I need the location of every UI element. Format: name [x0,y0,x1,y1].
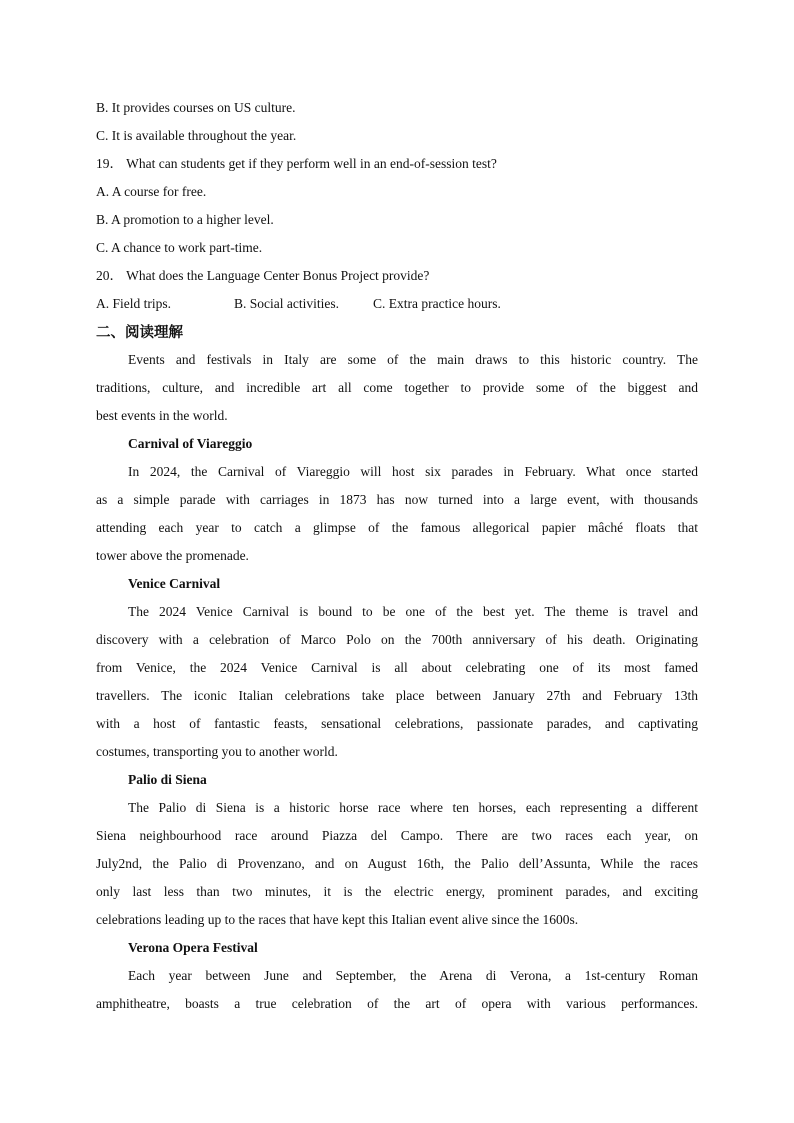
q18-option-b: B. It provides courses on US culture. [96,100,296,115]
q19-option-c: C. A chance to work part-time. [96,240,263,255]
passage-intro [96,346,698,430]
section-title-reading: 二、阅读理解 [96,325,183,341]
q19-option-a: A. A course for free. [96,184,207,199]
passage-line: Events and festivals in Italy are some of the main draws to this historic country. The [128,352,698,367]
q20-options [96,290,698,318]
passage-line: celebrations leading up to the races that have kept this Italian event alive since the 1600s. [96,912,579,927]
passage-line: The 2024 Venice Carnival is bound to be one of the best yet. The theme is travel and [128,604,698,619]
passage-line: only last less than two minutes, it is the electric energy, prominent parades, and exciting [96,884,698,899]
heading-siena: Palio di Siena [128,772,207,787]
paragraph-venice [96,598,698,766]
q18-option-c: C. It is available throughout the year. [96,128,297,143]
passage-line: Siena neighbourhood race around Piazza del Campo. There are two races each year, on [96,828,698,843]
q20-stem: 20． What does the Language Center Bonus Project provide? [96,268,430,283]
q20-option-b: B. Social activities. [234,296,339,311]
q19-stem: 19． What can students get if they perform well in an end-of-session test? [96,156,497,171]
passage-line: July2nd, the Palio di Provenzano, and on August 16th, the Palio dell’Assunta, While the races [96,856,698,871]
q20-option-c: C. Extra practice hours. [373,296,501,311]
heading-viareggio: Carnival of Viareggio [128,436,253,451]
q19-option-b: B. A promotion to a higher level. [96,212,274,227]
passage-line: as a simple parade with carriages in 1873 has now turned into a large event, with thousands [96,492,698,507]
passage-line: costumes, transporting you to another world. [96,744,338,759]
passage-line: amphitheatre, boasts a true celebration of the art of opera with various performances. [96,996,698,1011]
passage-line: with a host of fantastic feasts, sensational celebrations, passionate parades, and captivating [96,716,698,731]
paragraph-siena [96,794,698,934]
passage-line: discovery with a celebration of Marco Polo on the 700th anniversary of his death. Originating [96,632,698,647]
passage-line: The Palio di Siena is a historic horse race where ten horses, each representing a different [128,800,698,815]
paragraph-viareggio [96,458,698,570]
passage-line: from Venice, the 2024 Venice Carnival is all about celebrating one of its most famed [96,660,698,675]
passage-line: travellers. The iconic Italian celebrations take place between January 27th and February 13th [96,688,698,703]
passage-line: traditions, culture, and incredible art all come together to provide some of the biggest and [96,380,698,395]
q20-option-a: A. Field trips. [96,296,172,311]
passage-line: In 2024, the Carnival of Viareggio will host six parades in February. What once started [128,464,698,479]
passage-line: best events in the world. [96,408,228,423]
passage-line: tower above the promenade. [96,548,249,563]
document-page [96,94,698,1018]
heading-venice: Venice Carnival [128,576,221,591]
passage-line: Each year between June and September, the Arena di Verona, a 1st-century Roman [128,968,698,983]
paragraph-verona [96,962,698,1018]
heading-verona: Verona Opera Festival [128,940,258,955]
passage-line: attending each year to catch a glimpse of the famous allegorical papier mâché floats that [96,520,698,535]
